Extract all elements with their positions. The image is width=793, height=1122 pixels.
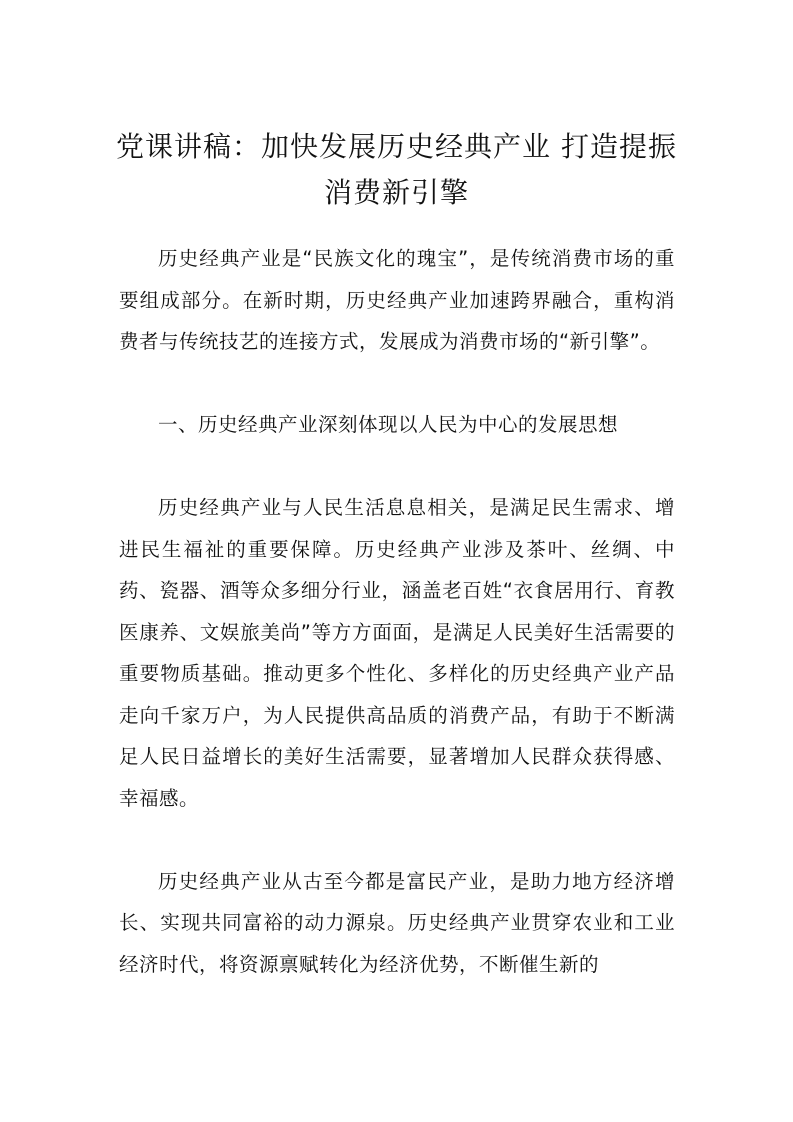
paragraph-common-prosperity: 历史经典产业从古至今都是富民产业，是助力地方经济增长、实现共同富裕的动力源泉。历史经典产业贯穿农业和工业经济时代，将资源禀赋转化为经济优势，不断催生新的 (119, 869, 675, 976)
document-title: 党课讲稿：加快发展历史经典产业 打造提振消费新引擎 (116, 130, 677, 209)
document-body (119, 238, 675, 985)
paragraph-people-livelihood: 历史经典产业与人民生活息息相关，是满足民生需求、增进民生福祉的重要保障。历史经典产业涉及茶叶、丝绸、中药、瓷器、酒等众多细分行业，涵盖老百姓“衣食居用行、育教医康养、文娱旅美尚”等方方面面，是满足人民美好生活需要的重要物质基础。推动更多个性化、多样化的历史经典产业产品走向千家万户，为人民提供高品质的消费产品，有助于不断满足人民日益增长的美好生活需要，显著增加人民群众获得感、幸福感。 (119, 496, 675, 810)
paragraph-intro: 历史经典产业是“民族文化的瑰宝”，是传统消费市场的重要组成部分。在新时期，历史经典产业加速跨界融合，重构消费者与传统技艺的连接方式，发展成为消费市场的“新引擎”。 (119, 247, 675, 353)
section-heading: 一、历史经典产业深刻体现以人民为中心的发展思想 (158, 413, 619, 436)
